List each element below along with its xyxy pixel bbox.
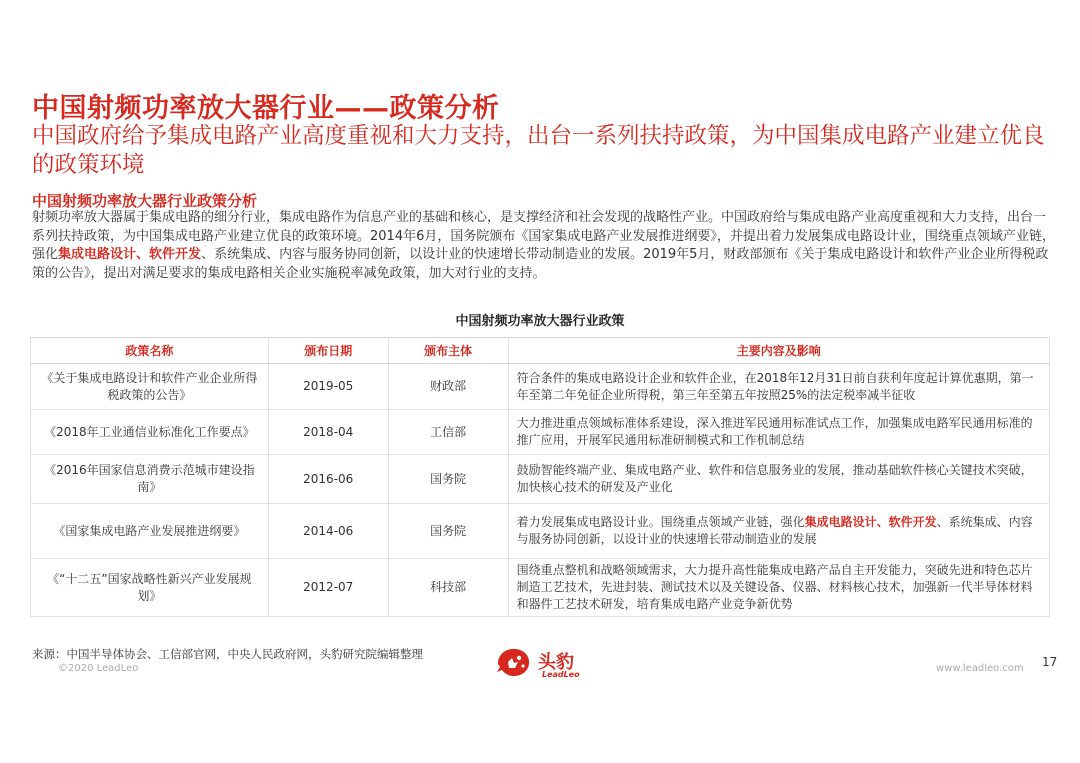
policy-content: 鼓励智能终端产业、集成电路产业、软件和信息服务业的发展，推动基础软件核心关键技术突破，加快核心技术的研发及产业化 [508, 455, 1049, 504]
copyright: ©2020 LeadLeo [58, 663, 139, 674]
highlight-ic-design: 集成电路设计 [804, 515, 877, 529]
highlight-software-dev: 软件开发 [888, 515, 937, 529]
logo-subtext: LeadLeo [542, 670, 580, 679]
table-row [31, 364, 1050, 410]
policy-name: 《2016年国家信息消费示范城市建设指南》 [31, 455, 269, 504]
table-title: 中国射频功率放大器行业政策 [455, 314, 625, 329]
policy-name: 《2018年工业通信业标准化工作要点》 [31, 410, 269, 455]
policy-content [508, 504, 1049, 559]
table-row [31, 455, 1050, 504]
highlight-separator: 、 [136, 247, 150, 262]
policy-date: 2014-06 [268, 504, 388, 559]
content-text: 着力发展集成电路设计业。围绕重点领域产业链，强化 [516, 515, 805, 529]
table-row [31, 504, 1050, 559]
policy-date: 2016-06 [268, 455, 388, 504]
policy-issuer: 财政部 [388, 364, 508, 410]
content-text: 、系统集成、内容与服务协同创新，以设计业的快速增长带动制造业的发展 [516, 515, 1033, 546]
table-row [31, 559, 1050, 617]
policy-issuer: 国务院 [388, 504, 508, 559]
page-title: 中国射频功率放大器行业——政策分析 [32, 93, 500, 124]
policy-issuer: 国务院 [388, 455, 508, 504]
column-header: 主要内容及影响 [508, 338, 1049, 364]
website-url: www.leadleo.com [936, 663, 1024, 674]
policy-date: 2012-07 [268, 559, 388, 617]
section-heading: 中国射频功率放大器行业政策分析 [32, 192, 258, 210]
column-header: 颁布日期 [268, 338, 388, 364]
highlight-ic-design: 集成电路设计 [58, 247, 137, 262]
table-header-row [31, 338, 1050, 364]
policy-issuer: 科技部 [388, 559, 508, 617]
source-note: 来源：中国半导体协会、工信部官网，中央人民政府网，头豹研究院编辑整理 [32, 647, 423, 661]
column-header: 政策名称 [31, 338, 269, 364]
policy-issuer: 工信部 [388, 410, 508, 455]
page-subtitle: 中国政府给予集成电路产业高度重视和大力支持，出台一系列扶持政策，为中国集成电路产业建立优良的政策环境 [32, 123, 1045, 178]
body-paragraph [32, 209, 1056, 283]
policy-table [30, 337, 1050, 617]
policy-date: 2018-04 [268, 410, 388, 455]
leadleo-logo [494, 642, 594, 682]
policy-date: 2019-05 [268, 364, 388, 410]
policy-name: 《关于集成电路设计和软件产业企业所得税政策的公告》 [31, 364, 269, 410]
policy-content: 符合条件的集成电路设计企业和软件企业，在2018年12月31日前自获利年度起计算优惠期，第一年至第二年免征企业所得税，第三年至第五年按照25%的法定税率减半征收 [508, 364, 1049, 410]
body-text-part: 射频功率放大器属于集成电路的细分行业，集成电路作为信息产业的基础和核心，是支撑经济和社会发现的战略性产业。中国政府给与集成电路产业高度重视和大力支持，出台一系列扶持政策，为中国集成电路产业建立优良的政策环境。2014年6月，国务院颁布《国家集成电路产业发展推进纲要》，并提出着力发展集成电路设计业，围绕重点领域产业链，强化 [32, 210, 1055, 262]
logo-text: 头豹 [538, 652, 574, 673]
table-row [31, 410, 1050, 455]
leopard-logo-icon [494, 644, 534, 680]
policy-content: 大力推进重点领域标准体系建设，深入推进军民通用标准试点工作，加强集成电路军民通用标准的推广应用，开展军民通用标准研制模式和工作机制总结 [508, 410, 1049, 455]
page-number: 17 [1042, 655, 1058, 669]
column-header: 颁布主体 [388, 338, 508, 364]
body-text-part: 、系统集成、内容与服务协同创新，以设计业的快速增长带动制造业的发展。2019年5月，财政部颁布《关于集成电路设计和软件产业企业所得税政策的公告》，提出对满足要求的集成电路相关企业实施税率减免政策，加大对行业的支持。 [32, 247, 1049, 281]
highlight-separator: 、 [876, 515, 889, 529]
policy-name: 《国家集成电路产业发展推进纲要》 [31, 504, 269, 559]
highlight-software-dev: 软件开发 [149, 247, 202, 262]
policy-content: 围绕重点整机和战略领域需求，大力提升高性能集成电路产品自主开发能力，突破先进和特色芯片制造工艺技术，先进封装、测试技术以及关键设备、仪器、材料核心技术，加强新一代半导体材料和器件工艺技术研发，培育集成电路产业竞争新优势 [508, 559, 1049, 617]
policy-name: 《“十二五”国家战略性新兴产业发展规划》 [31, 559, 269, 617]
